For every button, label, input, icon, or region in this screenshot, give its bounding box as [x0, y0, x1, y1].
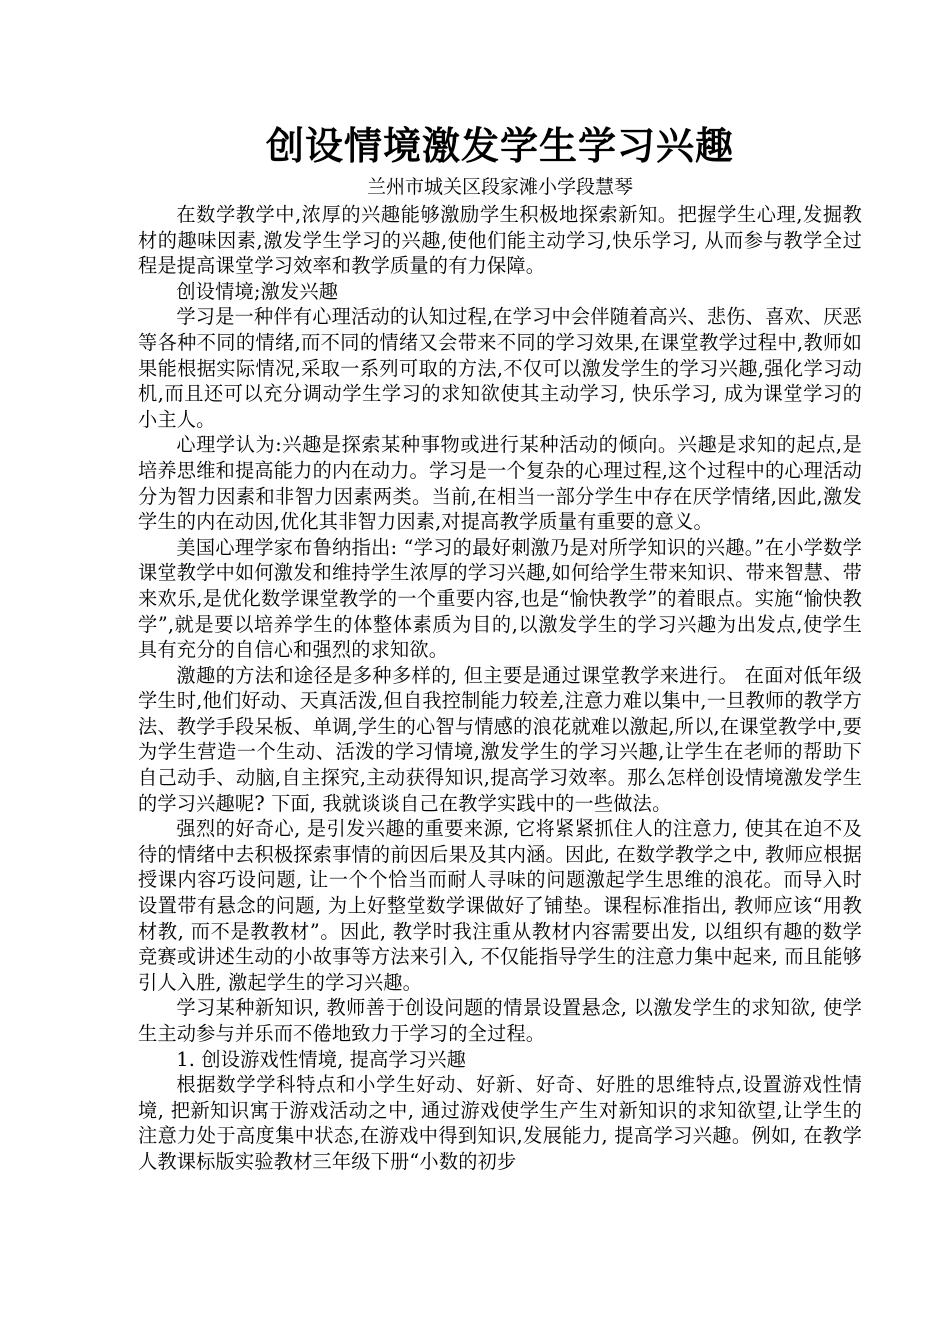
paragraph: 根据数学学科特点和小学生好动、好新、好奇、好胜的思维特点,设置游戏性情境, 把新知识寓于游戏活动之中, 通过游戏使学生产生对新知识的求知欲望,让学生的注意力处于高度集中状态,在游戏中得到知识,发展能力, 提高学习兴趣。例如, 在教学人教课标版实验教材三年级下册“小数的初步	[138, 1073, 862, 1173]
paragraph: 学习某种新知识, 教师善于创设问题的情景设置悬念, 以激发学生的求知欲, 使学生主动参与并乐而不倦地致力于学习的全过程。	[138, 996, 862, 1045]
paragraph-intro: 在数学教学中,浓厚的兴趣能够激励学生积极地探索新知。把握学生心理,发掘教材的趣味因素,激发学生学习的兴趣,使他们能主动学习,快乐学习, 从而参与教学全过程是提高课堂学习效率和教学质量的有力保障。	[138, 203, 862, 278]
paragraph: 学习是一种伴有心理活动的认知过程,在学习中会伴随着高兴、悲伤、喜欢、厌恶等各种不同的情绪,而不同的情绪又会带来不同的学习效果,在课堂教学过程中,教师如果能根据实际情况,采取一系列可取的方法,不仅可以激发学生的学习兴趣,强化学习动机,而且还可以充分调动学生学习的求知欲使其主动学习, 快乐学习, 成为课堂学习的小主人。	[138, 305, 862, 431]
paragraph: 美国心理学家布鲁纳指出: “学习的最好刺激乃是对所学知识的兴趣。”在小学数学课堂教学中如何激发和维持学生浓厚的学习兴趣,如何给学生带来知识、带来智慧、带来欢乐,是优化数学课堂教学的一个重要内容,也是“愉快教学”的着眼点。实施“愉快教学”,就是要以培养学生的体整体素质为目的,以激发学生的学习兴趣为出发点,使学生具有充分的自信心和强烈的求知欲。	[138, 535, 862, 662]
document-body	[138, 202, 862, 1175]
paragraph: 激趣的方法和途径是多种多样的, 但主要是通过课堂教学来进行。 在面对低年级学生时,他们好动、天真活泼,但自我控制能力较差,注意力难以集中,一旦教师的教学方法、教学手段呆板、单调,学生的心智与情感的浪花就难以激起,所以,在课堂教学中,要为学生营造一个生动、活泼的学习情境,激发学生的学习兴趣,让学生在老师的帮助下自己动手、动脑,自主探究,主动获得知识,提高学习效率。那么怎样创设情境激发学生的学习兴趣呢? 下面, 我就谈谈自己在教学实践中的一些做法。	[138, 663, 862, 815]
document-title: 创设情境激发学生学习兴趣	[265, 124, 734, 168]
paragraph: 强烈的好奇心, 是引发兴趣的重要来源, 它将紧紧抓住人的注意力, 使其在迫不及待的情绪中去积极探索事情的前因后果及其内涵。因此, 在数学教学之中, 教师应根据授课内容巧设问题, 让一个个恰当而耐人寻味的问题激起学生思维的浪花。而导入时设置带有悬念的问题, 为上好整堂数学课做好了铺垫。课程标准指出, 教师应该“用教材教, 而不是教教材”。因此, 教学时我注重从教材内容需要出发, 以组织有趣的数学竞赛或讲述生动的小故事等方法来引入, 不仅能指导学生的注意力集中起来, 而且能够引人入胜, 激起学生的学习兴趣。	[138, 817, 862, 994]
document-author: 兰州市城关区段家滩小学段慧琴	[366, 176, 633, 198]
document-page	[138, 118, 862, 1175]
paragraph: 心理学认为:兴趣是探索某种事物或进行某种活动的倾向。兴趣是求知的起点,是培养思维和提高能力的内在动力。学习是一个复杂的心理过程,这个过程中的心理活动分为智力因素和非智力因素两类。当前,在相当一部分学生中存在厌学情绪,因此,激发学生的内在动因,优化其非智力因素,对提高教学质量有重要的意义。	[138, 433, 862, 534]
section-heading: 1. 创设游戏性情境, 提高学习兴趣	[176, 1047, 467, 1071]
section-heading: 创设情境;激发兴趣	[176, 279, 339, 303]
